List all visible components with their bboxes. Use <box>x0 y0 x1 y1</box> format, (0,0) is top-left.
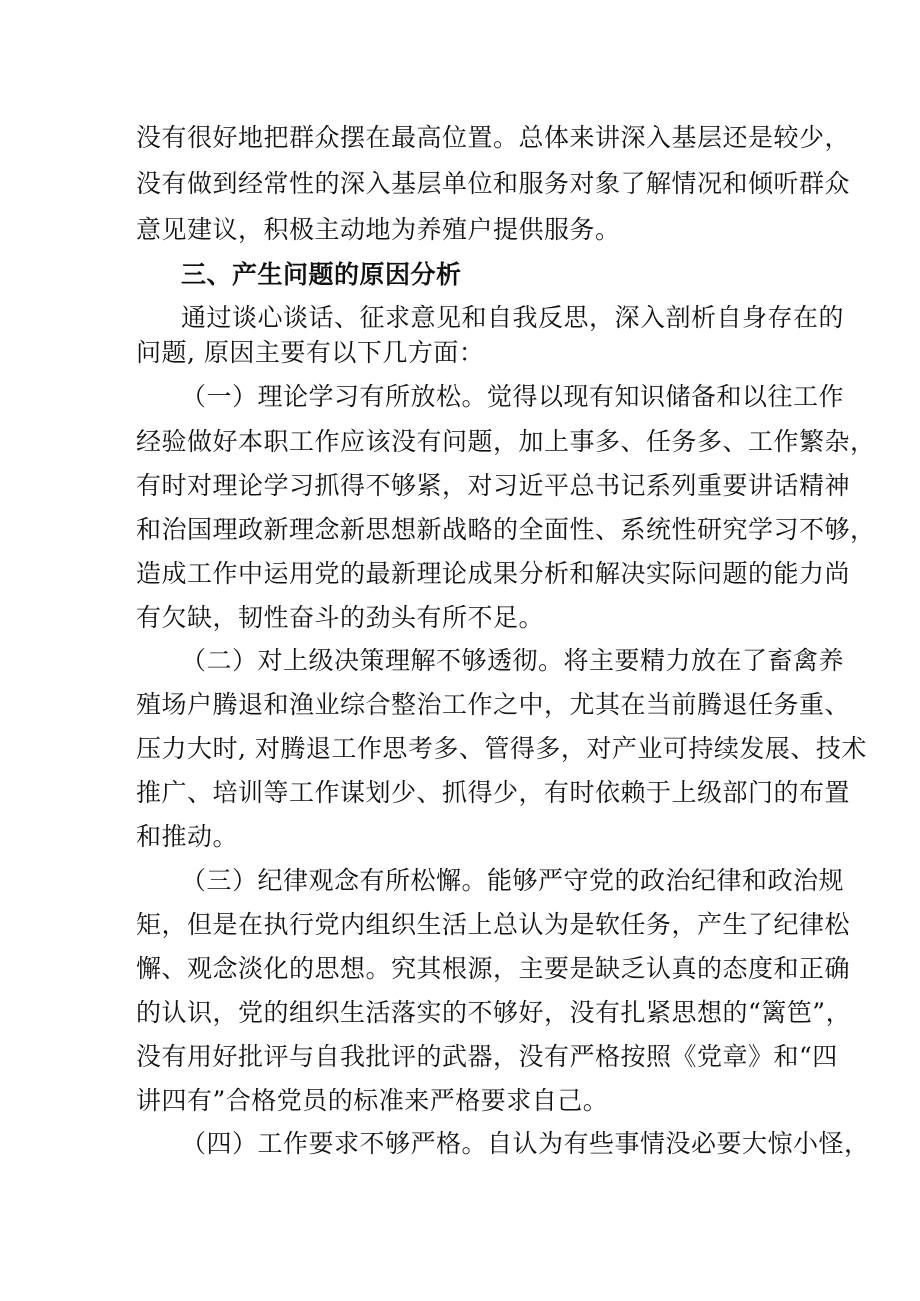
text-line: 有时对理论学习抓得不够紧，对习近平总书记系列重要讲话精神 <box>136 471 851 500</box>
section-heading: 三、产生问题的原因分析 <box>181 260 462 289</box>
text-line: 矩，但是在执行党内组织生活上总认为是软任务，产生了纪律松 <box>136 910 851 939</box>
text-line: 的认识，党的组织生活落实的不够好，没有扎紧思想的“篱笆”， <box>136 998 852 1027</box>
text-line: 意见建议，积极主动地为养殖户提供服务。 <box>136 215 621 244</box>
text-line: 经验做好本职工作应该没有问题，加上事多、任务多、工作繁杂， <box>136 427 876 456</box>
text-line: 和推动。 <box>136 822 239 851</box>
text-line: 懈、观念淡化的思想。究其根源，主要是缺乏认真的态度和正确 <box>136 954 851 983</box>
text-line: 压力大时, 对腾退工作思考多、管得多，对产业可持续发展、技术 <box>136 734 867 763</box>
text-line: （二）对上级决策理解不够透彻。将主要精力放在了畜禽养 <box>181 646 845 675</box>
text-line: 问题, 原因主要有以下几方面： <box>136 338 485 367</box>
text-line: （四）工作要求不够严格。自认为有些事情没必要大惊小怪， <box>181 1129 870 1158</box>
text-line: 和治国理政新理念新思想新战略的全面性、系统性研究学习不够， <box>136 515 876 544</box>
text-line: 讲四有”合格党员的标准来严格要求自己。 <box>136 1086 609 1115</box>
text-line: 有欠缺，韧性奋斗的劲头有所不足。 <box>136 603 545 632</box>
text-line: 造成工作中运用党的最新理论成果分析和解决实际问题的能力尚 <box>136 559 851 588</box>
text-line: 没有做到经常性的深入基层单位和服务对象了解情况和倾听群众 <box>136 169 851 198</box>
text-line: 没有用好批评与自我批评的武器，没有严格按照《党章》和“四 <box>136 1042 838 1071</box>
text-line: 没有很好地把群众摆在最高位置。总体来讲深入基层还是较少， <box>136 123 851 152</box>
text-line: （三）纪律观念有所松懈。能够严守党的政治纪律和政治规 <box>181 866 845 895</box>
text-line: 殖场户腾退和渔业综合整治工作之中，尤其在当前腾退任务重、 <box>136 690 851 719</box>
text-line: 推广、培训等工作谋划少、抓得少，有时依赖于上级部门的布置 <box>136 778 851 807</box>
text-line: （一）理论学习有所放松。觉得以现有知识储备和以往工作 <box>181 382 845 411</box>
text-line: 通过谈心谈话、征求意见和自我反思，深入剖析自身存在的 <box>181 303 845 332</box>
